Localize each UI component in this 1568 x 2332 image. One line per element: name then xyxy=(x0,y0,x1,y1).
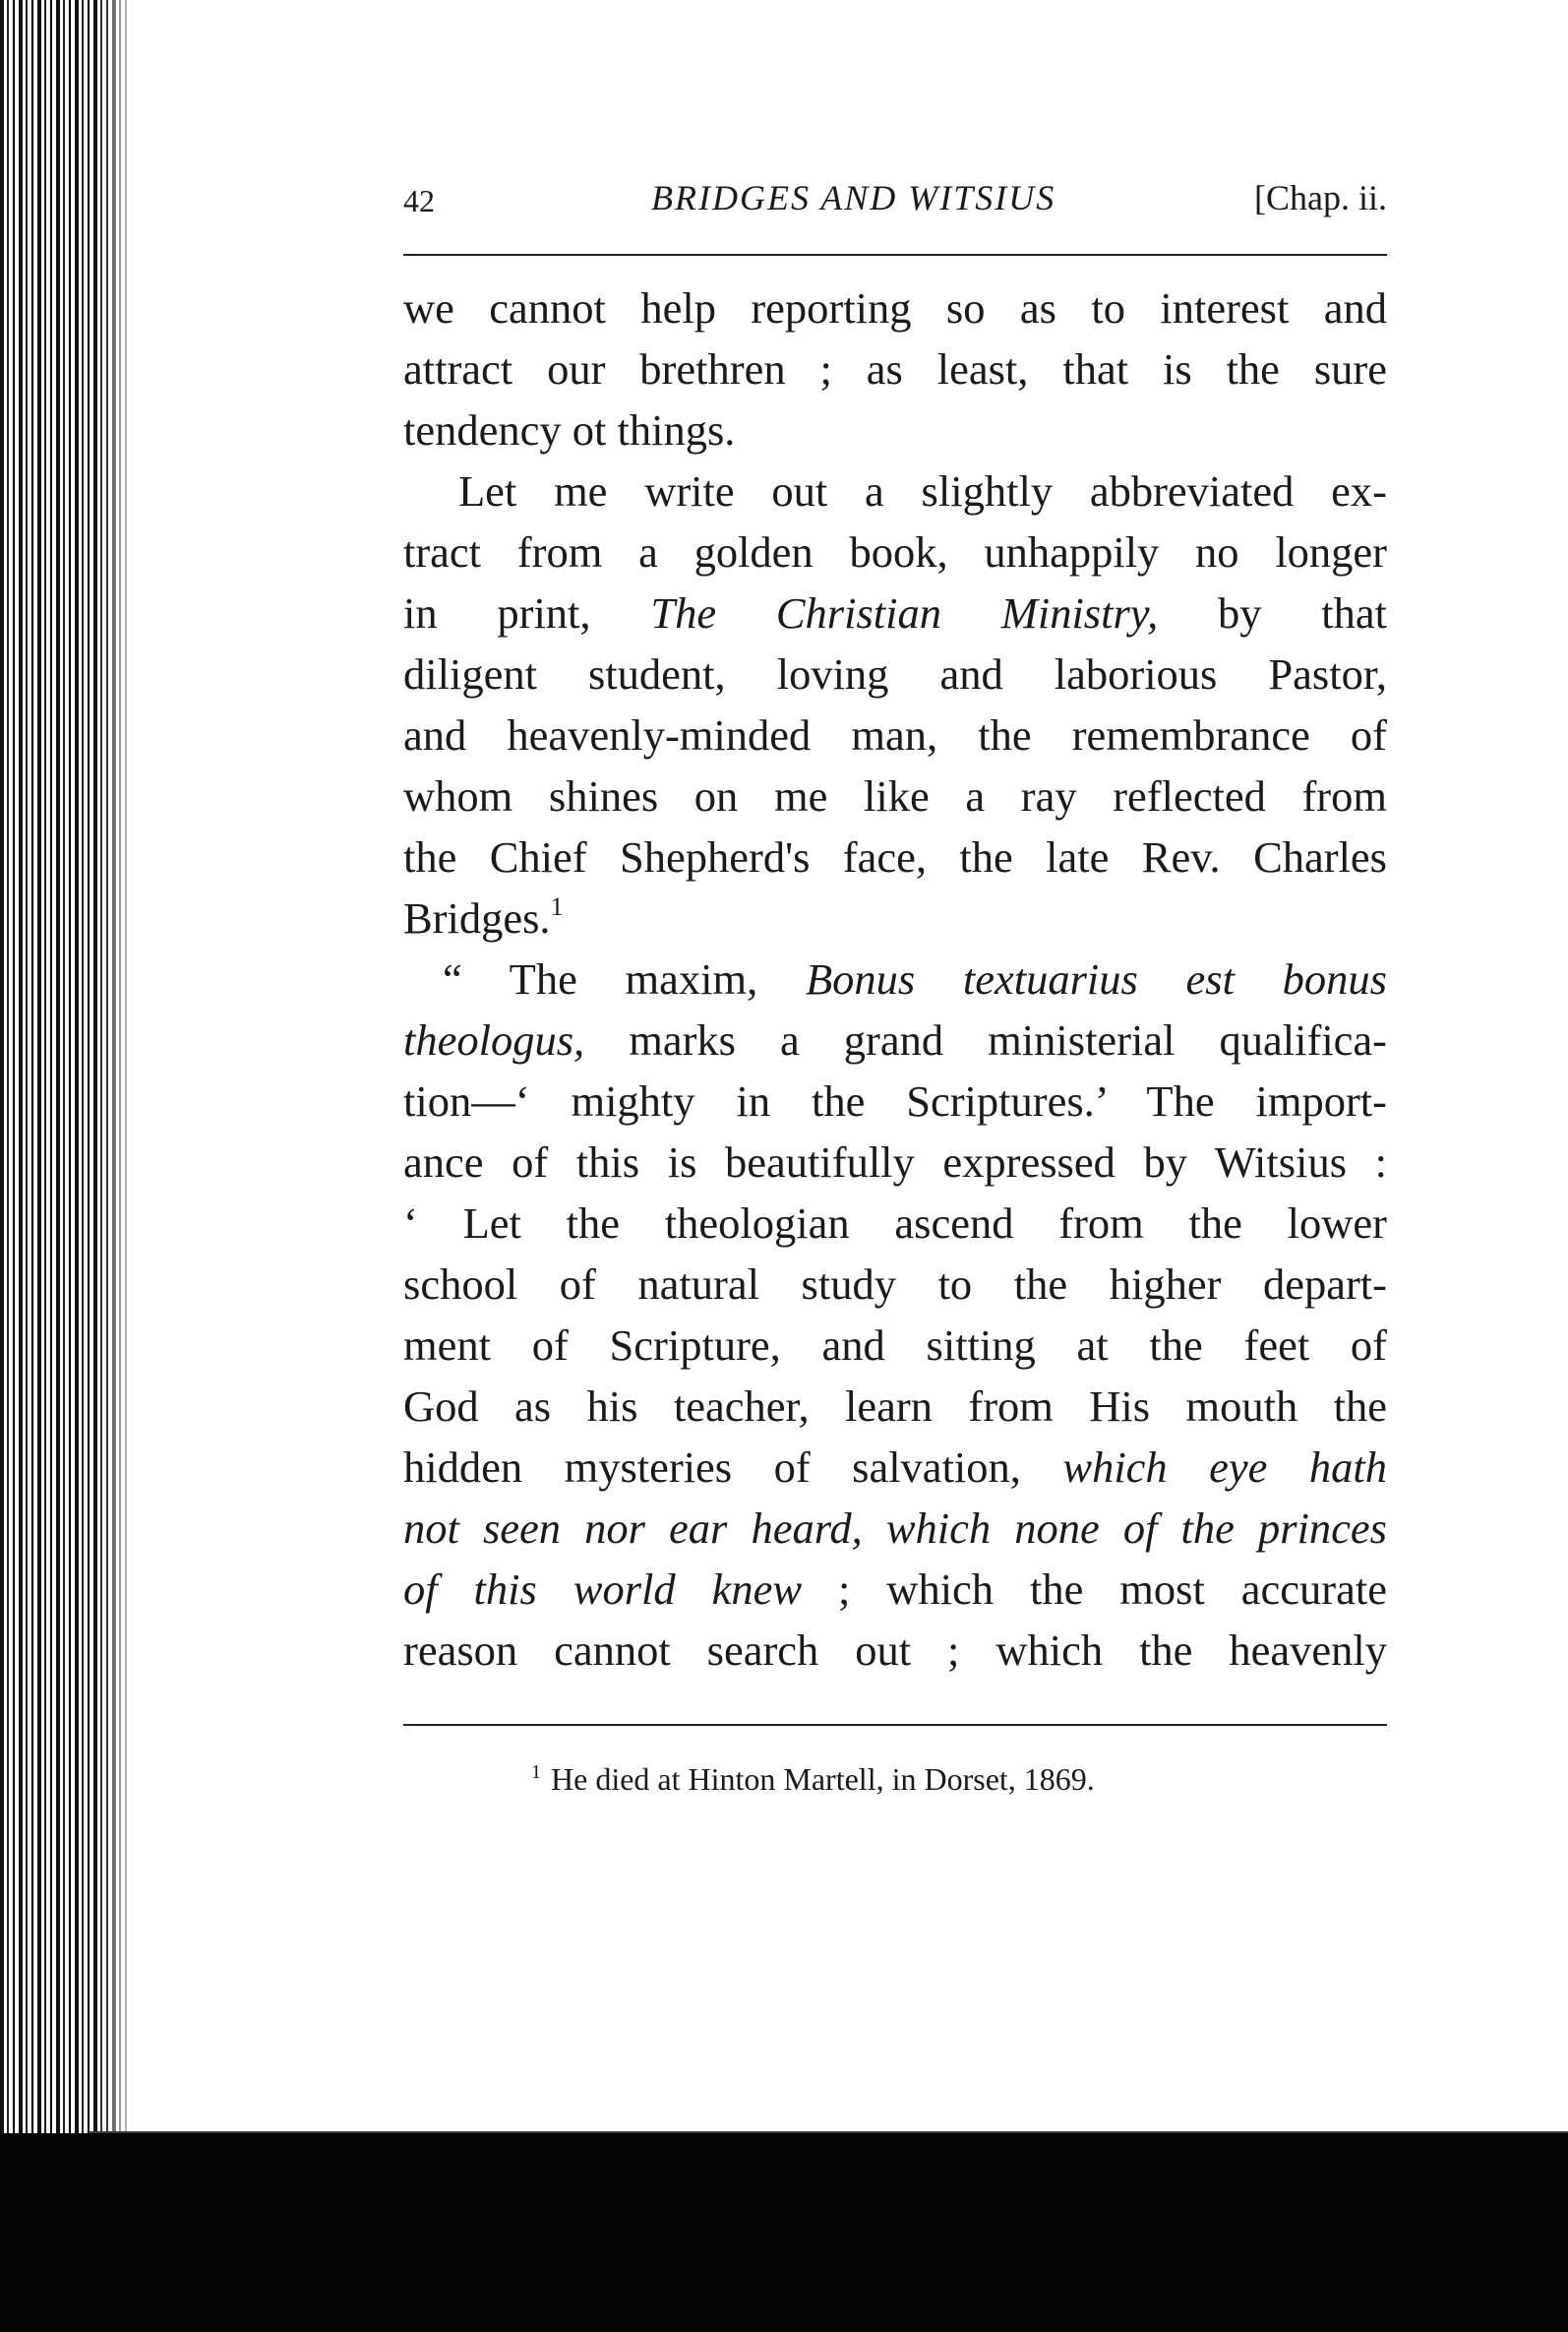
text-line xyxy=(403,1437,1387,1498)
text-line: tion—‘ mighty in the Scriptures.’ The import- xyxy=(403,1076,1387,1126)
body-text xyxy=(403,277,1387,1681)
footnote-reference: 1 xyxy=(550,892,564,921)
text-segment: by that xyxy=(1158,588,1387,638)
text-segment: marks a grand ministerial qualifica- xyxy=(584,1015,1387,1065)
chapter-reference: [Chap. ii. xyxy=(1254,178,1387,217)
text-line: whom shines on me like a ray reflected from xyxy=(403,771,1387,821)
text-line xyxy=(403,1559,1387,1620)
scripture-quote: not seen nor ear heard, which none of the princes xyxy=(403,1504,1387,1553)
footnote-marker: 1 xyxy=(531,1761,541,1783)
text-segment: ; which the most accurate xyxy=(802,1565,1387,1614)
text-line: and heavenly-minded man, the remembrance of xyxy=(403,710,1387,760)
text-line: tract from a golden book, unhappily no longer xyxy=(403,527,1387,577)
running-head xyxy=(403,177,1387,232)
scanner-background xyxy=(0,2133,1568,2332)
text-line xyxy=(403,949,1387,1010)
text-segment: in print, xyxy=(403,588,651,638)
text-line xyxy=(403,583,1387,644)
running-title: BRIDGES AND WITSIUS xyxy=(651,178,1056,217)
text-line: diligent student, loving and laborious Pastor, xyxy=(403,649,1387,699)
book-title: The Christian Ministry, xyxy=(650,588,1159,638)
binding-shadow xyxy=(98,0,138,2135)
text-line xyxy=(403,1010,1387,1071)
text-line: tendency ot things. xyxy=(403,405,736,455)
text-segment: Bridges. xyxy=(403,893,551,943)
footnote-text: He died at Hinton Martell, in Dorset, 1869. xyxy=(551,1761,1095,1797)
latin-phrase: theologus, xyxy=(403,1015,585,1065)
text-line: ment of Scripture, and sitting at the feet of xyxy=(403,1320,1387,1370)
footnote xyxy=(531,1761,1377,1798)
text-line xyxy=(403,888,1387,949)
text-line: we cannot help reporting so as to interest and xyxy=(403,283,1387,333)
text-line: God as his teacher, learn from His mouth the xyxy=(403,1381,1387,1431)
footnote-rule xyxy=(403,1724,1387,1726)
page-number: 42 xyxy=(403,183,435,218)
text-line: reason cannot search out ; which the heavenly xyxy=(403,1626,1387,1675)
scripture-quote: of this world knew xyxy=(403,1565,803,1614)
text-line: ‘ Let the theologian ascend from the lower xyxy=(403,1198,1387,1248)
text-line: ance of this is beautifully expressed by Witsius : xyxy=(403,1137,1387,1187)
text-line: school of natural study to the higher depart- xyxy=(403,1259,1387,1309)
text-line: the Chief Shepherd's face, the late Rev. Charles xyxy=(403,832,1387,882)
text-segment: “ The maxim, xyxy=(443,954,806,1004)
latin-phrase: Bonus textuarius est bonus xyxy=(805,954,1387,1004)
text-line xyxy=(403,1498,1387,1559)
text-segment: hidden mysteries of salvation, xyxy=(403,1442,1063,1492)
text-line: attract our brethren ; as least, that is the sure xyxy=(403,344,1387,394)
scripture-quote: which eye hath xyxy=(1062,1442,1387,1492)
header-rule xyxy=(403,254,1387,256)
text-line: Let me write out a slightly abbreviated ex- xyxy=(458,466,1387,516)
